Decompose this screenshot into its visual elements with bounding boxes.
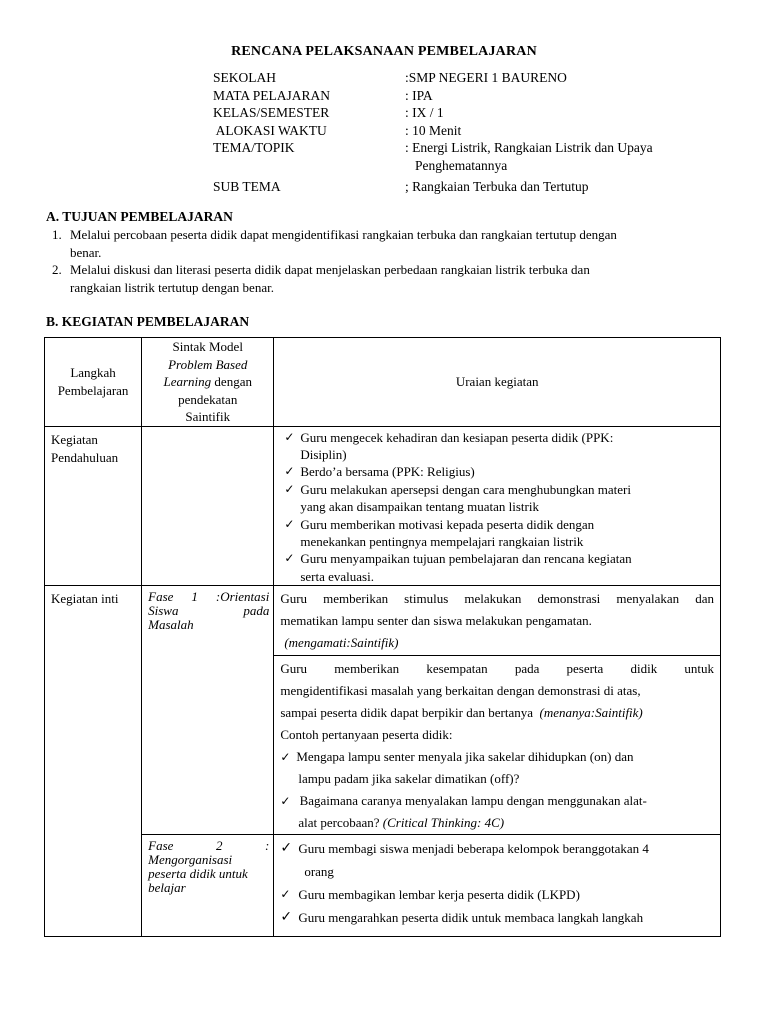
fase-text: Masalah [148,617,194,633]
header-langkah [45,338,142,427]
header-text: Langkah [70,364,116,380]
uraian-text: Guru memberikan stimulus melakukan demonstrasi menyalakan dan [280,591,714,607]
identity-key: SEKOLAH [213,70,276,85]
uraian-text: Mengapa lampu senter menyala jika sakelar dihidupkan (on) dan [296,749,634,765]
uraian-cell [274,835,721,937]
identity-block [213,69,715,195]
uraian-text: (menanya:Saintifik) [539,705,643,721]
header-text: Pembelajaran [57,382,129,398]
fase-text: Mengorganisasi [148,852,233,868]
sintak-cell-empty [142,426,274,586]
identity-value: : IPA [405,87,433,103]
checkmark-icon: ✓ [280,840,293,857]
list-item [284,429,716,464]
label-text: Kegiatan [51,431,98,447]
header-text: Sintak Model [172,339,243,354]
checkmark-icon: ✓ [284,429,295,444]
objectives-list [52,226,722,296]
page-title: RENCANA PELAKSANAAN PEMBELAJARAN [231,44,537,59]
fase-text: Fase [148,589,174,605]
uraian-text: Bagaimana caranya menyalakan lampu dengan menggunakan alat- [296,793,647,809]
checkmark-icon: ✓ [284,464,295,479]
uraian-text: alat percobaan? [298,815,383,831]
uraian-cell [274,656,721,835]
checkmark-icon: ✓ [284,551,295,566]
checkmark-icon: ✓ [284,481,295,496]
item-text: yang akan disampaikan tentang muatan listrik [300,499,539,515]
fase-text: peserta didik untuk [148,866,248,882]
uraian-text: Guru membagi siswa menjadi beberapa kelompok beranggotakan 4 [298,841,649,857]
checkmark-icon: ✓ [284,516,295,531]
uraian-text: mengidentifikasi masalah yang berkaitan dengan demonstrasi di atas, [280,683,641,699]
checkmark-icon: ✓ [280,750,291,765]
uraian-justified-line [280,658,714,680]
section-a-heading: A. TUJUAN PEMBELAJARAN [46,209,233,224]
uraian-text: Guru mengarahkan peserta didik untuk membaca langkah langkah [298,910,644,926]
fase-text: 1 [191,589,198,605]
label-text: Pendahuluan [51,449,119,465]
identity-value: : IX / 1 [405,105,444,121]
fase-text: :Orientasi [215,589,270,605]
word: pada [514,661,540,677]
table-row [45,426,721,586]
checklist [274,427,720,586]
item-text: serta evaluasi. [300,568,374,584]
identity-value: :SMP NEGERI 1 BAURENO [405,70,567,85]
checkmark-icon: ✓ [280,887,291,902]
header-text: pendekatan [178,391,238,407]
word: didik [630,661,658,677]
fase-2-cell [142,835,274,937]
checkmark-icon: ✓ [280,909,293,926]
identity-row [213,104,715,122]
header-text: dengan [211,374,252,389]
identity-value: : Energi Listrik, Rangkaian Listrik dan Upaya [405,140,653,156]
word: untuk [684,661,714,677]
item-text: Guru mengecek kehadiran dan kesiapan peserta didik (PPK: [300,429,614,445]
uraian-text: Guru membagikan lembar kerja peserta didik (LKPD) [298,887,580,903]
identity-key: SUB TEMA [213,178,281,194]
list-number: 1. [52,227,62,242]
word: Guru [280,661,308,677]
header-text: Problem Based [168,356,248,372]
fase-text: Siswa [148,603,179,619]
list-item [284,516,716,551]
identity-key [213,157,405,175]
identity-row [213,157,715,175]
header-text: Saintifik [185,409,231,424]
list-item [280,746,714,768]
uraian-text: (mengamati:Saintifik) [284,635,399,651]
uraian-text: sampai peserta didik dapat berpikir dan bertanya [280,705,540,721]
list-number: 2. [52,262,62,277]
uraian-text: lampu padam jika sakelar dimatikan (off)? [298,771,520,787]
fase-text: Fase [148,838,174,854]
uraian-text: mematikan lampu senter dan siswa melakukan pengamatan. [280,613,592,629]
list-text: Melalui diskusi dan literasi peserta didik dapat menjelaskan perbedaan rangkaian listrik terbuka dan [70,262,590,277]
identity-value: : 10 Menit [405,122,462,138]
table-row [45,586,721,656]
header-sintak [142,338,274,427]
identity-row [213,139,715,157]
list-item [284,463,716,480]
item-text: menekankan pentingnya mempelajari rangkaian listrik [300,533,584,549]
item-text: Guru melakukan apersepsi dengan cara menghubungkan materi [300,481,631,497]
list-item [52,261,722,296]
row-label: Kegiatan inti [45,586,142,937]
item-text: Disiplin) [300,446,347,462]
word: peserta [566,661,604,677]
item-text: Berdo’a bersama (PPK: Religius) [300,464,475,480]
identity-key: ALOKASI WAKTU [213,122,327,138]
uraian-cell [274,426,721,586]
fase-1-cell [142,586,274,835]
checkmark-icon: ✓ [280,794,291,809]
uraian-text: Contoh pertanyaan peserta didik: [280,727,453,743]
uraian-text: orang [304,864,334,880]
list-item [280,883,714,906]
fase-text: 2 [215,838,223,854]
fase-text: pada [243,603,270,619]
fase-text: : [264,838,270,854]
list-item [284,481,716,516]
activity-table [44,337,721,937]
fase-text: belajar [148,880,186,896]
identity-row [213,122,715,140]
list-item [284,550,716,585]
section-b-heading: B. KEGIATAN PEMBELAJARAN [46,314,250,329]
table-header-row [45,338,721,427]
list-text: rangkaian listrik tertutup dengan benar. [70,279,274,295]
identity-row [213,69,715,87]
word: kesempatan [426,661,488,677]
identity-row [213,178,715,196]
word: memberikan [334,661,400,677]
list-text: benar. [70,244,102,260]
list-text: Melalui percobaan peserta didik dapat mengidentifikasi rangkaian terbuka dan rangkaian tertutup dengan [70,227,617,242]
header-uraian: Uraian kegiatan [274,338,721,427]
uraian-text: (Critical Thinking: 4C) [382,815,505,831]
identity-key: TEMA/TOPIK [213,140,295,156]
identity-value: Penghematannya [415,157,508,173]
identity-key: KELAS/SEMESTER [213,105,330,121]
list-item [280,906,714,929]
item-text: Guru memberikan motivasi kepada peserta didik dengan [300,516,595,532]
identity-row [213,87,715,105]
list-item [280,790,714,812]
header-text: Learning [163,374,212,389]
list-item [280,837,714,860]
identity-key: MATA PELAJARAN [213,87,331,103]
uraian-cell [274,586,721,656]
table-row [45,835,721,937]
identity-value: ; Rangkaian Terbuka dan Tertutup [405,178,589,194]
item-text: Guru menyampaikan tujuan pembelajaran dan rencana kegiatan [300,551,632,567]
list-item [52,226,722,261]
row-label [45,426,142,586]
